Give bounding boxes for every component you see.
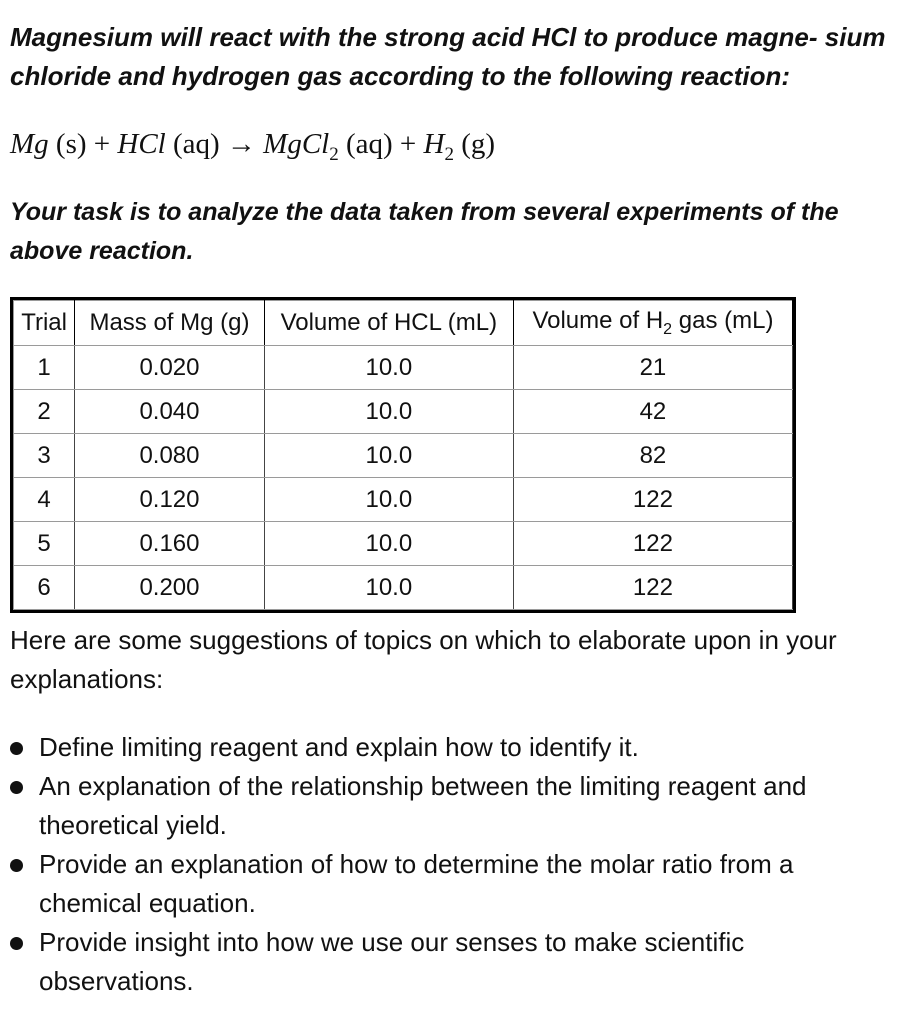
- equation-arrow: →: [226, 128, 256, 160]
- cell-volume-hcl: 10.0: [264, 478, 513, 522]
- header-volume-h2: [513, 301, 792, 346]
- data-table-container: [10, 297, 796, 613]
- equation-mgcl-state: (aq): [345, 128, 393, 160]
- header-volume-h2-subscript: 2: [663, 320, 673, 338]
- table-row: [14, 566, 793, 610]
- cell-volume-h2: 42: [513, 390, 792, 434]
- cell-volume-hcl: 10.0: [264, 522, 513, 566]
- cell-volume-hcl: 10.0: [264, 566, 513, 610]
- cell-trial: 4: [14, 478, 75, 522]
- header-volume-h2-pre: Volume of H: [532, 307, 664, 335]
- bullet-icon: [10, 859, 23, 872]
- equation-mgcl-subscript: 2: [329, 143, 339, 165]
- cell-volume-h2: 82: [513, 434, 792, 478]
- cell-volume-h2: 122: [513, 566, 792, 610]
- cell-trial: 2: [14, 390, 75, 434]
- list-item: [10, 728, 870, 767]
- equation-mgcl: MgCl: [263, 128, 330, 160]
- cell-trial: 5: [14, 522, 75, 566]
- list-item: [10, 767, 870, 845]
- equation-h: H: [423, 128, 445, 160]
- bullet-icon: [10, 937, 23, 950]
- cell-mass: 0.160: [75, 522, 265, 566]
- data-table: [13, 300, 793, 610]
- list-item-text: Provide insight into how we use our senses to make scientific observations.: [39, 927, 745, 996]
- table-header-row: [14, 301, 793, 346]
- list-item-text: Define limiting reagent and explain how to identify it.: [39, 732, 639, 762]
- cell-mass: 0.200: [75, 566, 265, 610]
- cell-mass: 0.020: [75, 346, 265, 390]
- table-row: [14, 346, 793, 390]
- equation-h-subscript: 2: [444, 143, 454, 165]
- cell-volume-hcl: 10.0: [264, 434, 513, 478]
- list-item: [10, 923, 870, 1001]
- equation-mg: Mg: [10, 128, 49, 160]
- cell-trial: 6: [14, 566, 75, 610]
- intro-paragraph: Magnesium will react with the strong acid HCl to produce magne- sium chloride and hydrogen gas according to the following reaction:: [10, 22, 886, 91]
- chemical-equation: [10, 124, 495, 164]
- equation-plus-1: +: [93, 128, 111, 160]
- header-mass: Mass of Mg (g): [75, 301, 265, 346]
- list-item-text: Provide an explanation of how to determine the molar ratio from a chemical equation.: [39, 849, 794, 918]
- cell-mass: 0.040: [75, 390, 265, 434]
- header-trial: Trial: [14, 301, 75, 346]
- equation-plus-2: +: [399, 128, 417, 160]
- equation-hcl-state: (aq): [172, 128, 220, 160]
- cell-trial: 1: [14, 346, 75, 390]
- cell-volume-hcl: 10.0: [264, 346, 513, 390]
- cell-trial: 3: [14, 434, 75, 478]
- list-item-text: An explanation of the relationship between the limiting reagent and theoretical yield.: [39, 771, 807, 840]
- cell-mass: 0.080: [75, 434, 265, 478]
- task-paragraph: Your task is to analyze the data taken from several experiments of the above reaction.: [10, 198, 839, 265]
- cell-volume-h2: 122: [513, 478, 792, 522]
- list-item: [10, 845, 870, 923]
- table-row: [14, 522, 793, 566]
- table-row: [14, 478, 793, 522]
- equation-h-state: (g): [461, 128, 496, 160]
- table-row: [14, 390, 793, 434]
- bullet-icon: [10, 742, 23, 755]
- header-volume-hcl: Volume of HCL (mL): [264, 301, 513, 346]
- bullet-icon: [10, 781, 23, 794]
- header-volume-h2-post: gas (mL): [672, 307, 774, 335]
- equation-mg-state: (s): [55, 128, 87, 160]
- suggestions-list: [10, 728, 870, 1001]
- cell-volume-h2: 21: [513, 346, 792, 390]
- cell-volume-h2: 122: [513, 522, 792, 566]
- table-row: [14, 434, 793, 478]
- cell-mass: 0.120: [75, 478, 265, 522]
- equation-hcl: HCl: [117, 128, 166, 160]
- suggestions-intro: Here are some suggestions of topics on which to elaborate upon in your explanations:: [10, 625, 837, 694]
- cell-volume-hcl: 10.0: [264, 390, 513, 434]
